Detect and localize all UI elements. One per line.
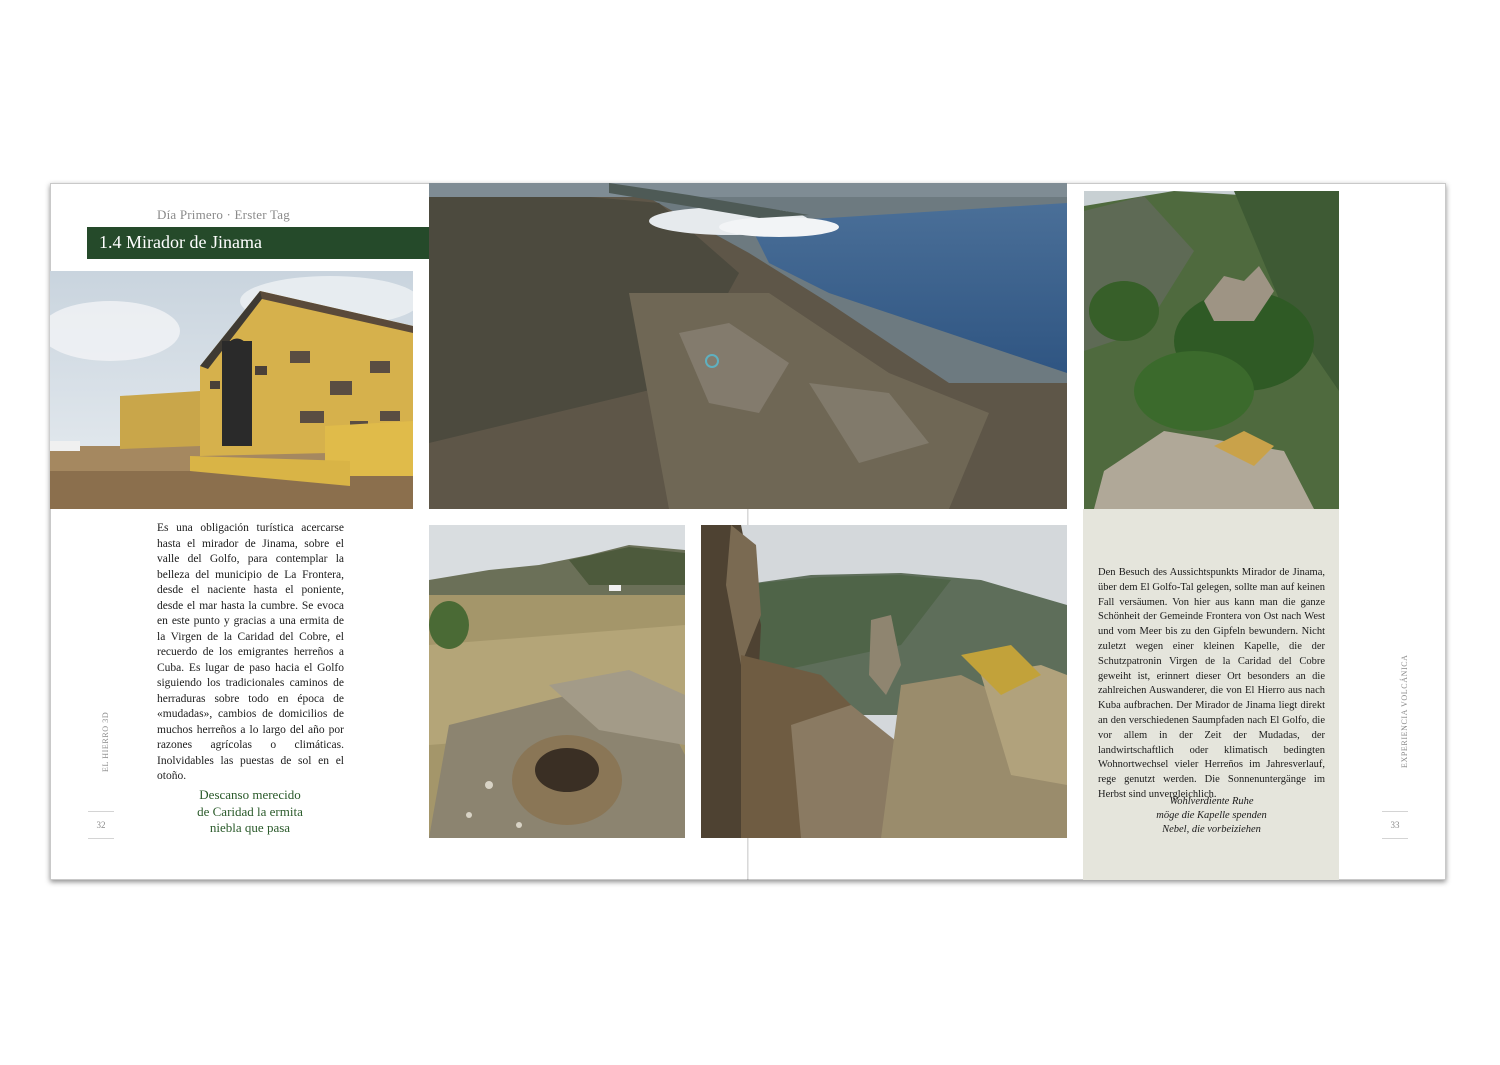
photo-chapel [50, 271, 413, 509]
right-page-rule-bottom [1382, 838, 1408, 839]
right-page-number: 33 [1390, 820, 1400, 830]
spanish-haiku: Descanso merecido de Caridad la ermita niebla que pasa [197, 787, 303, 835]
right-side-label: EXPERIENCIA VOLCÁNICA [1400, 654, 1409, 768]
section-title: 1.4 Mirador de Jinama [99, 232, 262, 252]
chapter-kicker: Día Primero · Erster Tag [157, 207, 290, 222]
spanish-body-text: Es una obligación turística acercarse hasta el mirador de Jinama, sobre el valle del Golfo, para contemplar la belleza del municipio de La Frontera, desde el naciente hasta el poniente, desde el mar hasta la cumbre. Se evoca en este punto y gracias a una ermita de la Virgen de la Caridad del Cobre, el recuerdo de los emigrantes herreños a Cuba. Es lugar de paso hacia el Golfo siguiendo los tradicionales caminos de herraduras sobre todo en época de «mudadas», cambios de domicilios de muchos herreños a lo largo del año por razones agrícolas o climáticas. Inolvidables las puestas de sol en el otoño. [157, 522, 344, 782]
left-page-rule-bottom [88, 838, 114, 839]
photo-stone-trough [429, 525, 685, 838]
photo-el-golfo-valley [429, 183, 1067, 509]
photo-cliff-vegetation [1084, 191, 1339, 509]
right-page-rule-top [1382, 811, 1408, 812]
german-body-text: Den Besuch des Aussichtspunkts Mirador de Jinama, über dem El Golfo-Tal gelegen, sollte man auf keinen Fall versäumen. Von hier aus kann man die ganze Schönheit der Gemeinde Frontera von Ost nach West und vom Meer bis zu den Gipfeln bewundern. Nicht zuletzt wegen einer kleinen Kapelle, die der Schutzpatronin Virgen de la Caridad del Cobre geweiht ist, erinnert dieser Ort besonders an die zahlreichen Auswanderer, die von El Hierro aus nach Kuba aufbrachen. Der Mirador de Jinama liegt direkt an den verschiedenen Saumpfaden nach El Golfo, die vor allem in der Zeit der Mudadas, der landwirtschaftlich oder klimatisch bedingten Wohnortwechsel vieler Herreños im Jahresverlauf, rege genutzt werden. Die Sonnenuntergänge im Herbst sind unvergleichlich. [1098, 567, 1325, 800]
section-title-bar [87, 227, 429, 259]
left-page-number: 32 [96, 820, 106, 830]
german-haiku: Wohlverdiente Ruhe möge die Kapelle spenden Nebel, die vorbeiziehen [1156, 796, 1267, 835]
left-page-rule-top [88, 811, 114, 812]
photo-rocky-trail [701, 525, 1067, 838]
